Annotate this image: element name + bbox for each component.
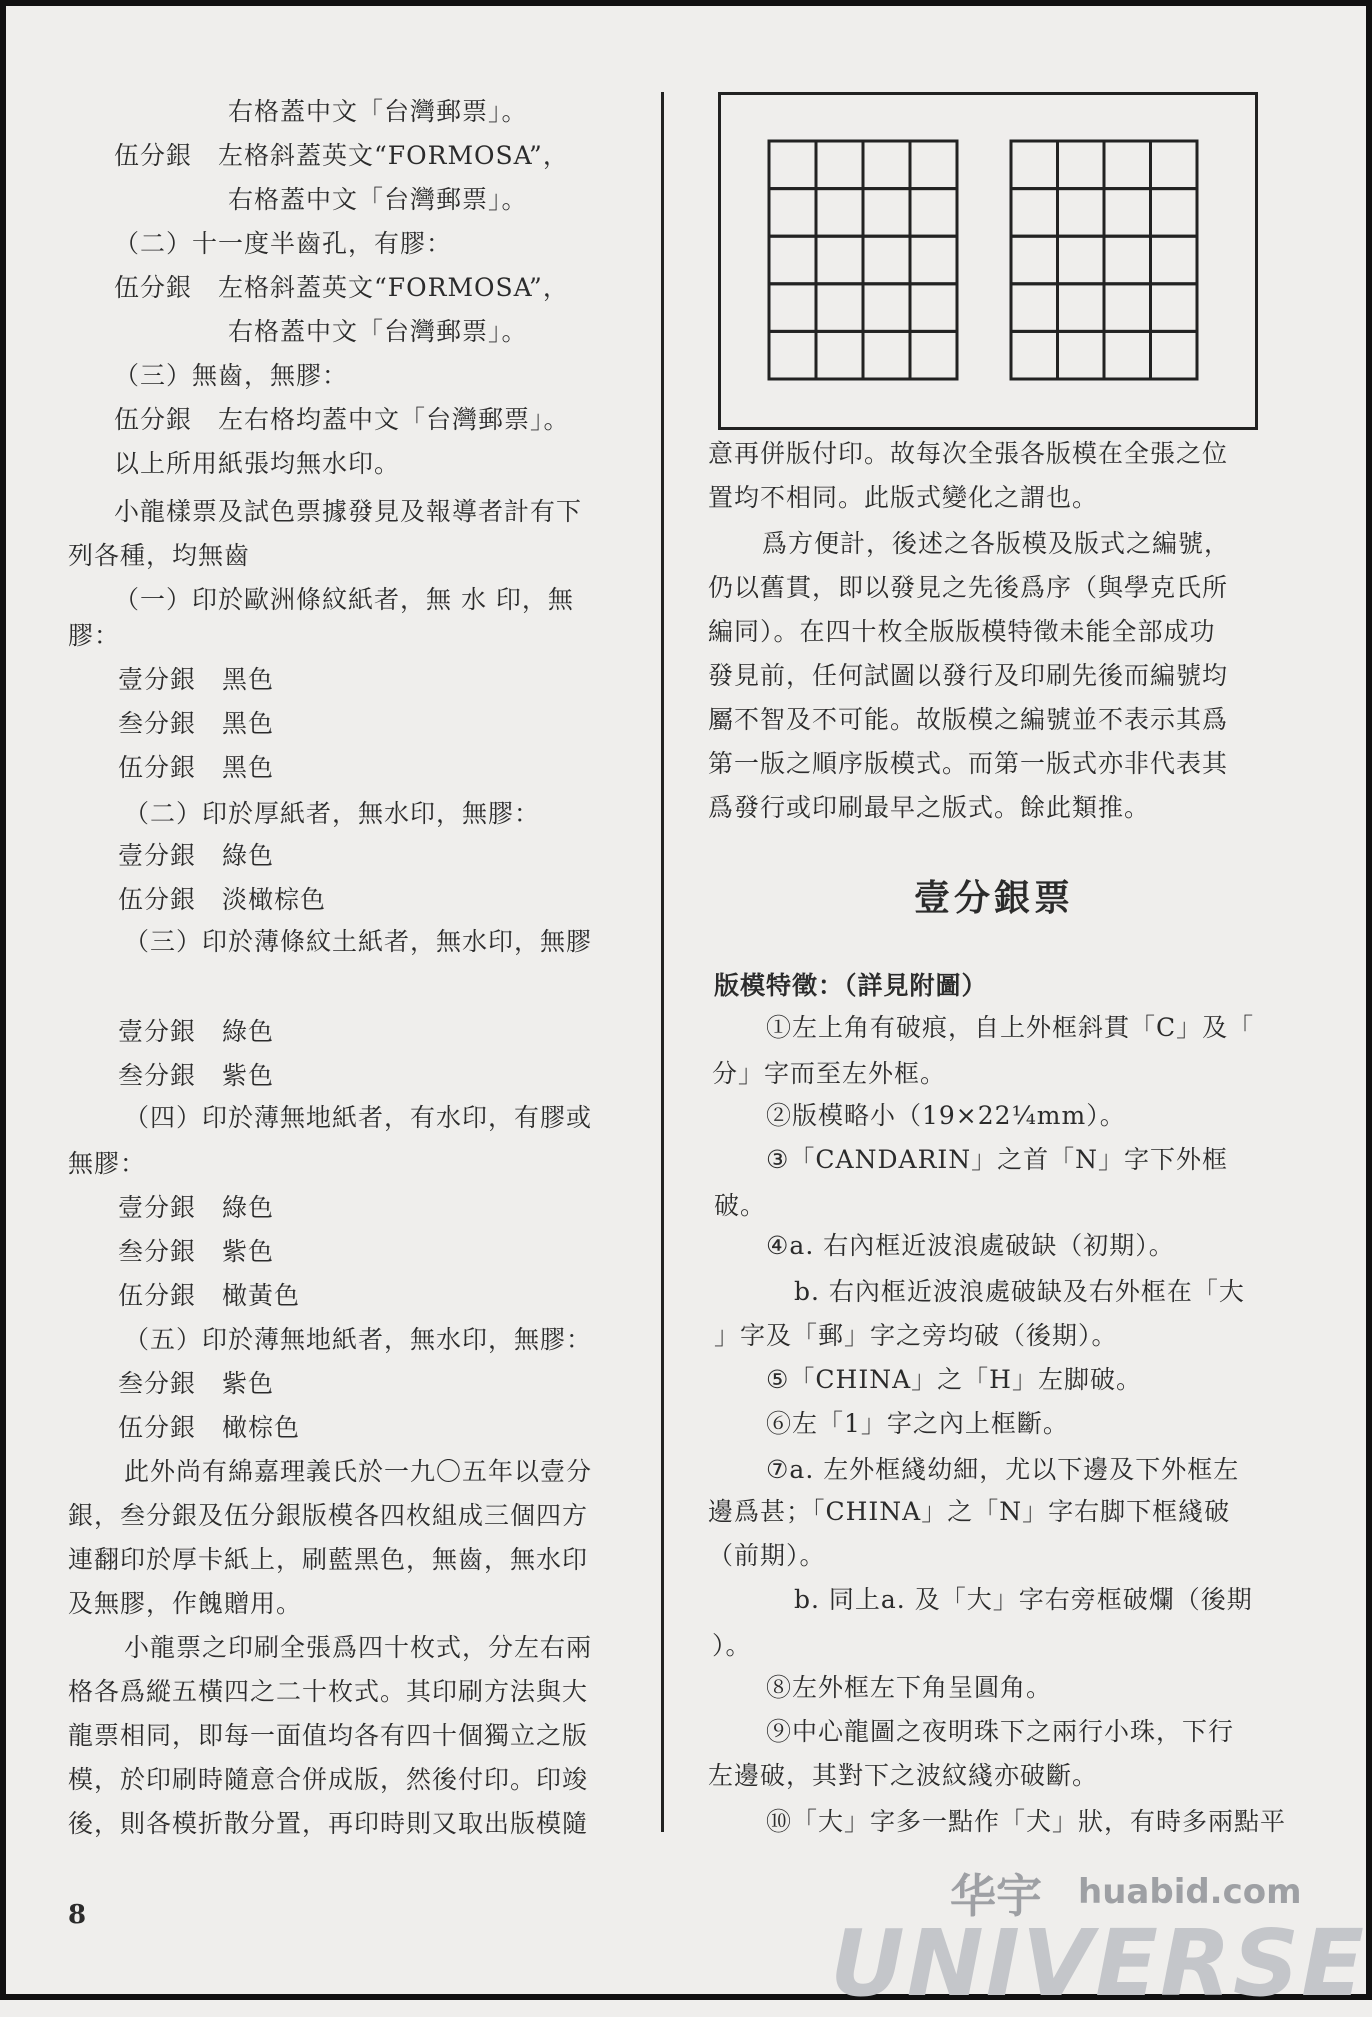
- text-line: （一）印於歐洲條紋紙者，無 水 印，無: [114, 585, 574, 614]
- text-line: 邊爲甚；「CHINA」之「N」字右脚下框綫破: [708, 1497, 1231, 1526]
- text-line: 爲方便計，後述之各版模及版式之編號，: [762, 529, 1231, 558]
- text-line: 伍分銀 左格斜蓋英文“FORMOSA”，: [114, 141, 569, 170]
- text-line: 無膠：: [68, 1149, 147, 1178]
- watermark-word: UNIVERSE: [830, 1910, 1366, 2017]
- text-line: 叁分銀 紫色: [118, 1061, 275, 1090]
- text-line: 格各爲縱五橫四之二十枚式。其印刷方法與大: [68, 1677, 589, 1706]
- text-line: 連翻印於厚卡紙上，刷藍黑色，無齒，無水印: [68, 1545, 589, 1574]
- text-line: （四）印於薄無地紙者，有水印，有膠或: [124, 1103, 593, 1132]
- text-line: （三）無齒，無膠：: [114, 361, 349, 390]
- text-line: 發見前，任何試圖以發行及印刷先後而編號均: [708, 661, 1229, 690]
- text-line: 壹分銀 綠色: [118, 1193, 275, 1222]
- page-number: 8: [68, 1900, 87, 1930]
- text-line: ⑦a. 左外框綫幼細，尤以下邊及下外框左: [766, 1455, 1240, 1484]
- text-line: 壹分銀 綠色: [118, 841, 275, 870]
- text-line: 屬不智及不可能。故版模之編號並不表示其爲: [708, 705, 1229, 734]
- text-line: 膠：: [68, 621, 121, 650]
- right-column: [690, 0, 1340, 2000]
- text-line: ⑩「大」字多一點作「犬」狀，有時多兩點平: [766, 1807, 1287, 1836]
- text-line: 叁分銀 紫色: [118, 1369, 275, 1398]
- text-line: 龍票相同，即每一面值均各有四十個獨立之版: [68, 1721, 589, 1750]
- text-line: 伍分銀 左右格均蓋中文「台灣郵票」。: [114, 405, 570, 434]
- text-line: 壹分銀 綠色: [118, 1017, 275, 1046]
- text-line: 叁分銀 紫色: [118, 1237, 275, 1266]
- text-line: 第一版之順序版模式。而第一版式亦非代表其: [708, 749, 1229, 778]
- left-column: [0, 0, 650, 2000]
- text-line: 伍分銀 橄棕色: [118, 1413, 301, 1442]
- text-line: ②版模略小（19×22¼mm）。: [766, 1101, 1126, 1130]
- text-line: 仍以舊貫，即以發見之先後爲序（與學克氏所: [708, 573, 1229, 602]
- text-line: 爲發行或印刷最早之版式。餘此類推。: [708, 793, 1151, 822]
- text-line: 」字及「郵」字之旁均破（後期）。: [714, 1321, 1118, 1350]
- text-line: 壹分銀 黑色: [118, 665, 275, 694]
- text-line: b. 右內框近波浪處破缺及右外框在「大: [794, 1277, 1245, 1306]
- text-line: 右格蓋中文「台灣郵票」。: [228, 185, 528, 214]
- text-line: 小龍票之印刷全張爲四十枚式，分左右兩: [124, 1633, 593, 1662]
- watermark-domain: huabid.com: [1078, 1872, 1302, 1912]
- text-line: 伍分銀 左格斜蓋英文“FORMOSA”，: [114, 273, 569, 302]
- text-line: 分」字而至左外框。: [712, 1059, 947, 1088]
- text-line: 小龍樣票及試色票據發見及報導者計有下: [114, 497, 583, 526]
- text-line: 銀，叁分銀及伍分銀版模各四枚組成三個四方: [68, 1501, 589, 1530]
- text-line: 伍分銀 橄黃色: [118, 1281, 301, 1310]
- text-line: 編同）。在四十枚全版版模特徵未能全部成功: [708, 617, 1216, 646]
- text-line: 右格蓋中文「台灣郵票」。: [228, 97, 528, 126]
- features-subheading: 版模特徵：（詳見附圖）: [714, 971, 988, 1000]
- text-line: （二）印於厚紙者，無水印，無膠：: [124, 799, 541, 828]
- text-line: 及無膠，作餽贈用。: [68, 1589, 303, 1618]
- text-line: 左邊破，其對下之波紋綫亦破斷。: [708, 1761, 1099, 1790]
- text-line: ⑤「CHINA」之「H」左脚破。: [766, 1365, 1142, 1394]
- text-line: ⑥左「1」字之內上框斷。: [766, 1409, 1069, 1438]
- text-line: 後，則各模折散分置，再印時則又取出版模隨: [68, 1809, 589, 1838]
- text-line: 破。: [714, 1191, 767, 1220]
- text-line: ⑨中心龍圖之夜明珠下之兩行小珠，下行: [766, 1717, 1235, 1746]
- text-line: 模，於印刷時隨意合併成版，然後付印。印竣: [68, 1765, 589, 1794]
- text-line: ③「CANDARIN」之首「N」字下外框: [766, 1145, 1229, 1174]
- column-divider: [661, 92, 664, 1832]
- text-line: 此外尚有綿嘉理義氏於一九〇五年以壹分: [124, 1457, 593, 1486]
- text-line: ①左上角有破痕，自上外框斜貫「C」及「: [766, 1013, 1255, 1042]
- text-line: （二）十一度半齒孔，有膠：: [114, 229, 453, 258]
- text-line: （前期）。: [708, 1541, 826, 1570]
- text-line: 意再併版付印。故每次全張各版模在全張之位: [708, 439, 1229, 468]
- text-line: （三）印於薄條紋土紙者，無水印，無膠: [124, 927, 593, 956]
- text-line: 伍分銀 黑色: [118, 753, 275, 782]
- text-line: b. 同上a. 及「大」字右旁框破爛（後期: [794, 1585, 1253, 1614]
- text-line: （五）印於薄無地紙者，無水印，無膠：: [124, 1325, 593, 1354]
- text-line: 列各種，均無齒: [68, 541, 251, 570]
- text-line: ）。: [712, 1631, 752, 1660]
- text-line: 以上所用紙張均無水印。: [114, 449, 401, 478]
- text-line: ⑧左外框左下角呈圓角。: [766, 1673, 1053, 1702]
- text-line: ④a. 右內框近波浪處破缺（初期）。: [766, 1231, 1175, 1260]
- text-line: 伍分銀 淡橄棕色: [118, 885, 327, 914]
- text-line: 置均不相同。此版式變化之謂也。: [708, 483, 1099, 512]
- text-line: 叁分銀 黑色: [118, 709, 275, 738]
- text-line: 右格蓋中文「台灣郵票」。: [228, 317, 528, 346]
- section-heading: 壹分銀票: [914, 877, 1075, 919]
- watermark-cn: 华宇: [950, 1869, 1042, 1923]
